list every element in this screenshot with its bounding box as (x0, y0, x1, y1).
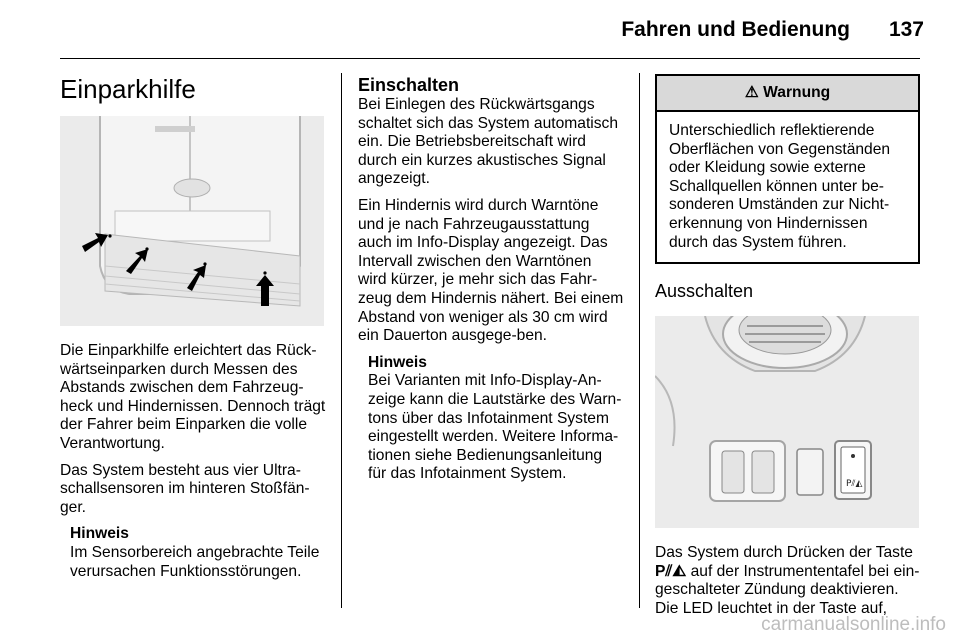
paragraph-intro: Die Einparkhilfe erleichtert das Rück-wärtseinparken durch Messen des Abstands zwischen dem Fahrzeug-heck und Hindernissen. Dennoch trägt der Fahrer beim Einparken die volle Verantwortung. (60, 342, 326, 452)
watermark: carmanualsonline.info (761, 614, 946, 635)
note-box-2 (358, 354, 624, 484)
warning-title: Warnung (763, 84, 831, 101)
deactivation-text-start: Das System durch Drücken der Taste (655, 544, 913, 562)
column-3 (655, 74, 920, 627)
rear-bumper-illustration (60, 116, 324, 326)
paragraph-warning-tones: Ein Hindernis wird durch Warntöne und je nach Fahrzeugausstattung auch im Info-Display angezeigt. Das Intervall zwischen den Warntönen wird kürzer, je mehr sich das Fahr-zeug dem Hindernis nähert. Bei einem Abstand von weniger als 30 cm wird ein Dauerton ausgege-ben. (358, 196, 624, 345)
rear-bumper-figure (60, 116, 324, 326)
column-2 (358, 74, 624, 484)
section-heading-einschalten: Einschalten (358, 75, 460, 95)
page-number: 137 (888, 18, 924, 41)
warning-box (655, 74, 920, 264)
parking-sensor-button-icon: P⫽◭ (655, 562, 687, 580)
section-heading-einparkhilfe: Einparkhilfe (60, 74, 196, 104)
page-header (0, 0, 960, 60)
dashboard-switch-illustration (655, 316, 919, 528)
header-title: Fahren und Bedienung (621, 18, 850, 41)
warning-header (657, 76, 918, 112)
dashboard-switch-figure (655, 316, 919, 528)
note-title: Hinweis (70, 525, 129, 543)
svg-text:P⫽◭: P⫽◭ (846, 479, 863, 490)
note-title: Hinweis (368, 353, 427, 371)
warning-text: Unterschiedlich reflektierende Oberflächen von Gegenständen oder Kleidung sowie externe Schallquellen können unter be-sonderen Umständen zur Nicht-erkennung von Hindernissen durch das System führen. (669, 122, 891, 251)
note-box-1 (60, 525, 326, 581)
warning-triangle-icon: ⚠ (744, 84, 759, 101)
paragraph-activation: Bei Einlegen des Rückwärtsgangs schaltet sich das System automatisch ein. Die Betriebsbereitschaft wird durch ein kurzes akustisches Signal angezeigt. (358, 96, 619, 188)
note-text: Im Sensorbereich angebrachte Teile verursachen Funktionsstörungen. (70, 543, 320, 580)
column-divider-1 (341, 73, 342, 608)
section-heading-ausschalten: Ausschalten (655, 281, 754, 302)
paragraph-sensors: Das System besteht aus vier Ultra-schallsensoren im hinteren Stoßfän-ger. (60, 461, 310, 516)
column-divider-2 (639, 73, 640, 608)
note-text: Bei Varianten mit Info-Display-An-zeige kann die Lautstärke des Warn-tons über das Infotainment System eingestellt werden. Weitere Informa-tionen siehe Bedienungsanleitung für das Infotainment System. (368, 372, 622, 483)
deactivation-text-end: auf der Instrumententafel bei ein-geschalteter Zündung deaktivieren. Die LED leuchtet in der Taste auf, (655, 562, 920, 617)
paragraph-deactivation (655, 544, 920, 618)
column-1 (60, 74, 326, 581)
header-rule (60, 58, 920, 59)
